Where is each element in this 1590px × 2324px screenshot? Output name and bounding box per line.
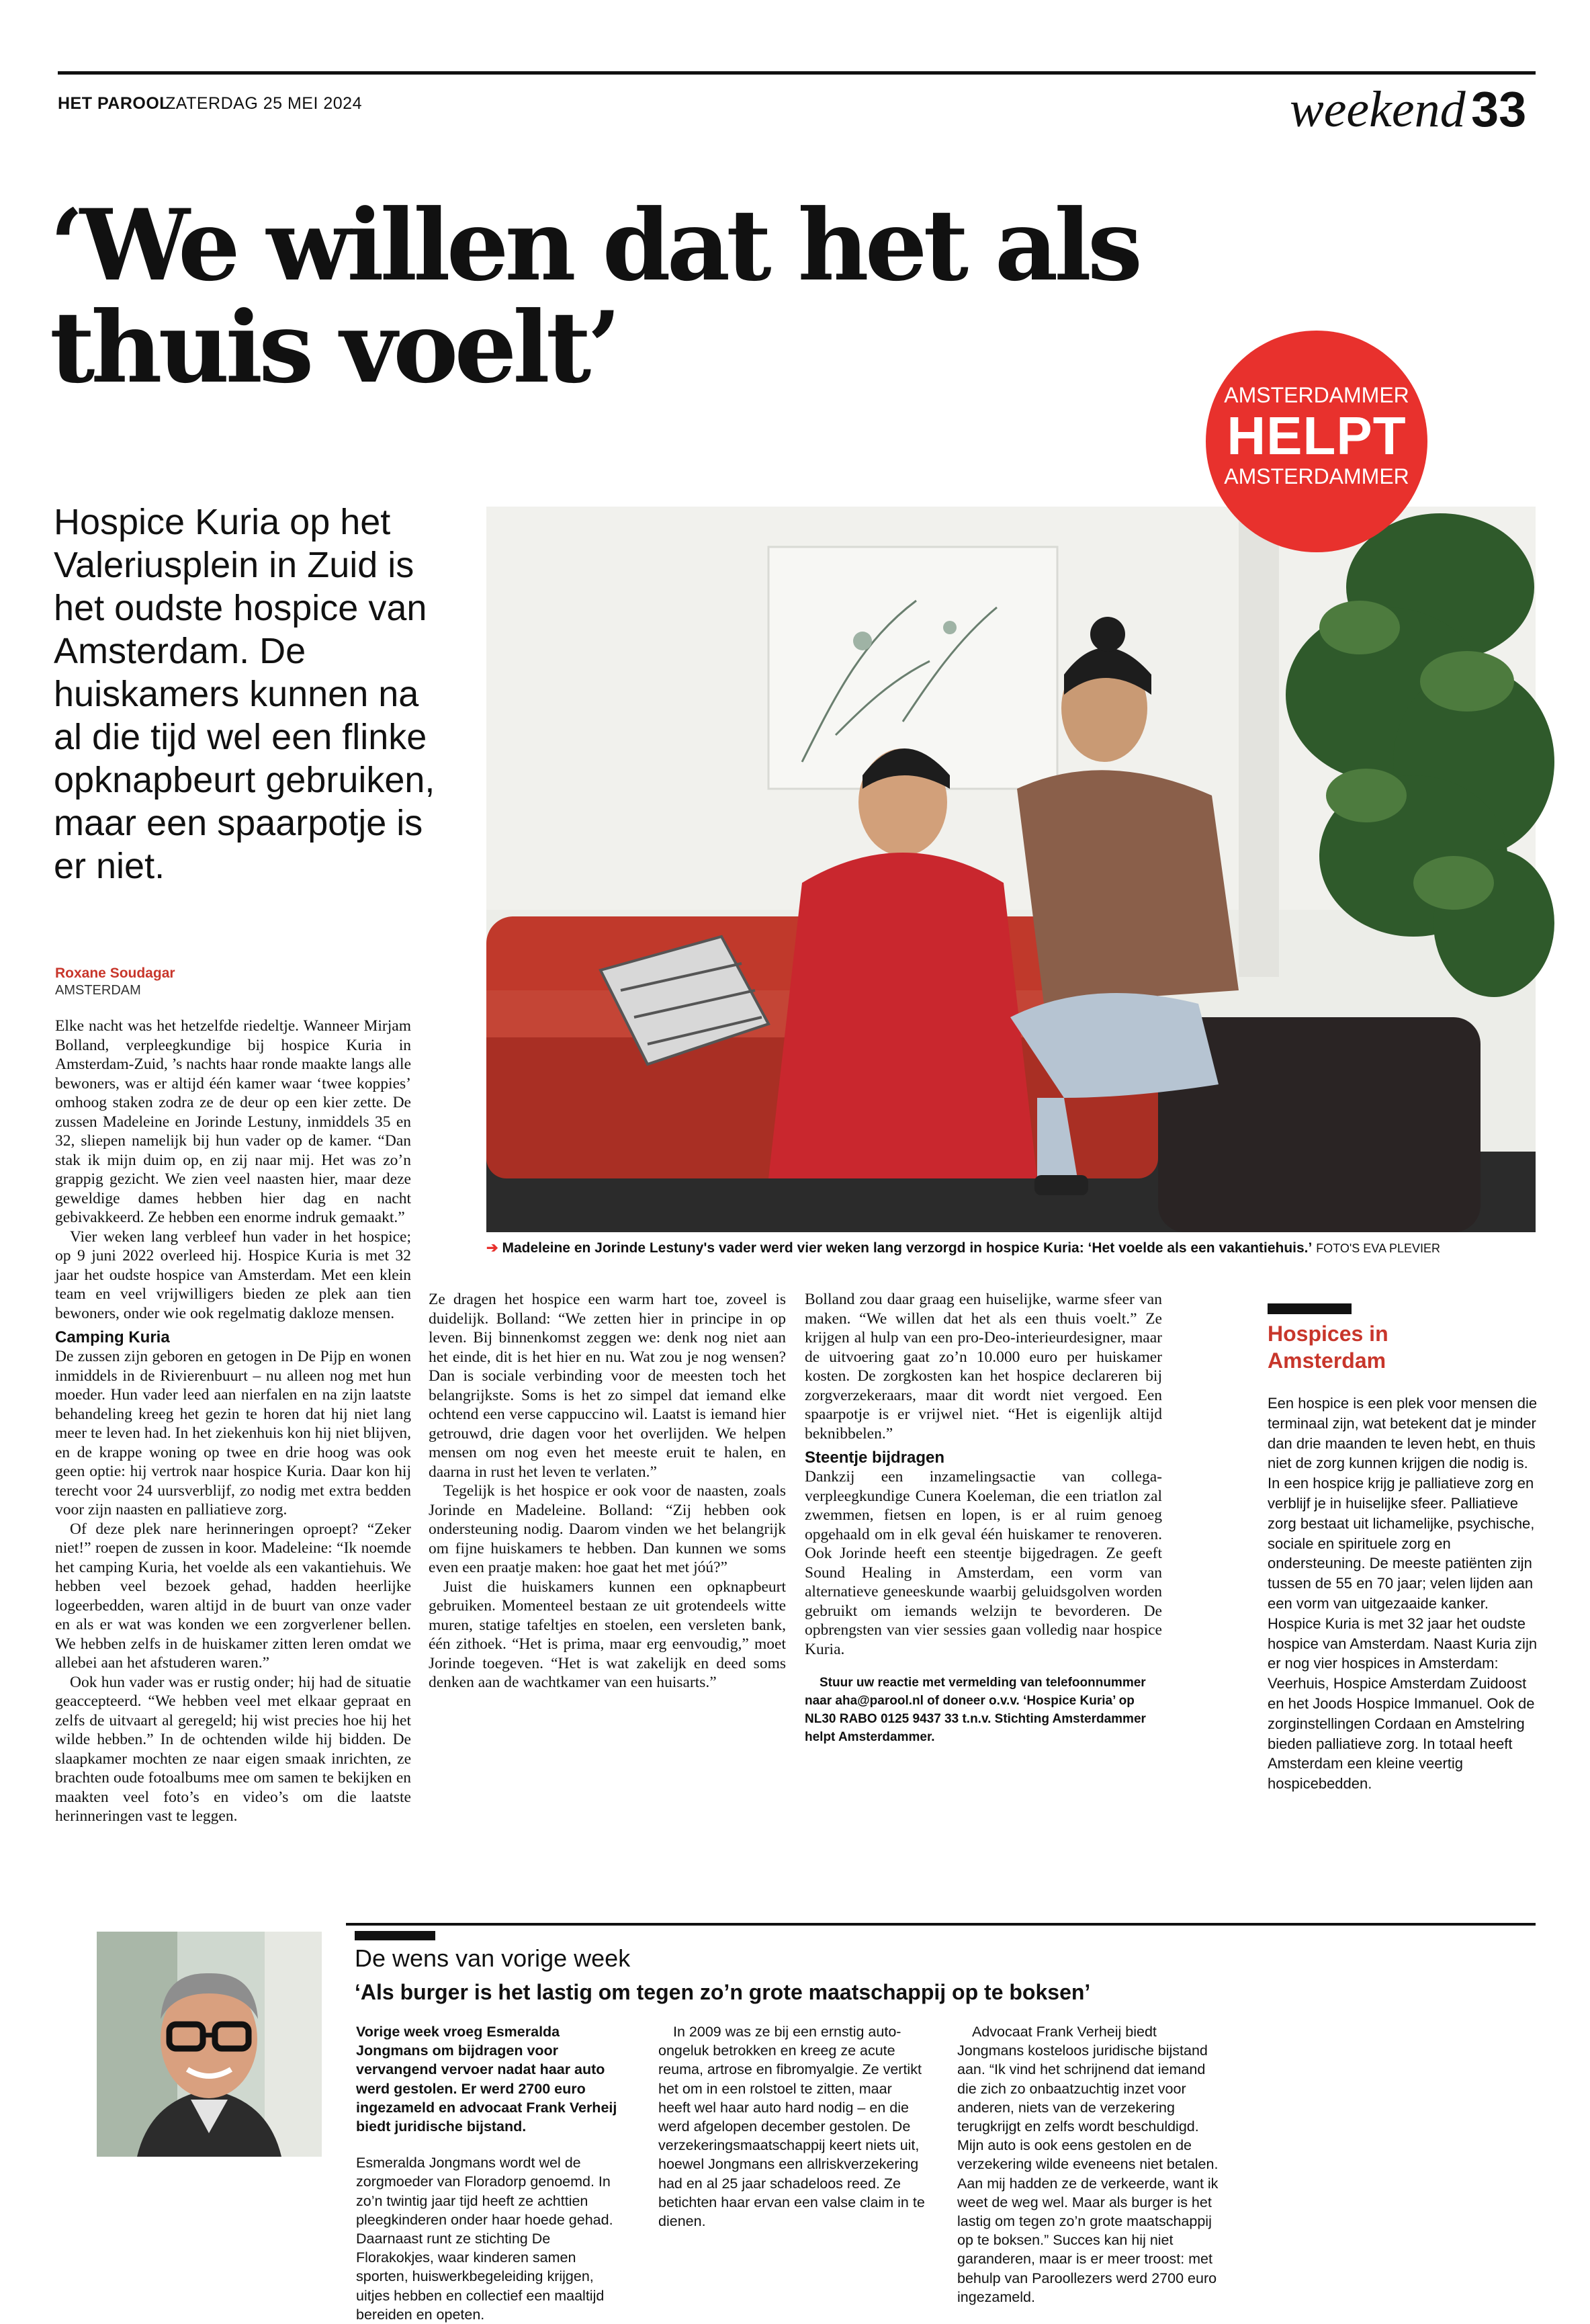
- arrow-right-icon: ➔: [486, 1240, 498, 1256]
- bottom-column-1: [356, 2022, 625, 2324]
- headline: ‘We willen dat het als thuis voelt’: [50, 188, 1139, 405]
- article-column-2: [429, 1290, 786, 1692]
- section-label: weekend: [1290, 81, 1466, 138]
- donation-contact-note: Stuur uw reactie met vermelding van telefoonnummer naar aha@parool.nl of doneer o.v.v. ‘Hospice Kuria’ op NL30 RABO 0125 9437 33 t.n.v. Stichting Amsterdammer helpt Amsterdammer.: [805, 1676, 1146, 1744]
- subheading: Steentje bijdragen: [805, 1449, 945, 1467]
- bottom-paragraph: Esmeralda Jongmans wordt wel de zorgmoeder van Floradorp genoemd. In zo’n twintig jaar tijd heeft ze achttien pleegkinderen onder haar hoede gehad. Daarnaast runt ze stichting De Florakokjes, waar kinderen samen sporten, huiswerkbegeleiding krijgen, uitjes hebben en collectief een maaltijd bereiden en opeten.: [356, 2155, 613, 2323]
- photo-caption: [486, 1240, 1541, 1256]
- photo-credit: FOTO'S EVA PLEVIER: [1316, 1242, 1441, 1255]
- portrait-photo: [97, 1932, 322, 2157]
- dateline: AMSTERDAM: [55, 983, 141, 998]
- publication-date: ZATERDAG 25 MEI 2024: [165, 94, 362, 113]
- photo-illustration: [486, 507, 1536, 1232]
- top-rule: [58, 71, 1536, 75]
- bottom-title: ‘Als burger is het lastig om tegen zo’n grote maatschappij op te boksen’: [355, 1980, 1091, 2004]
- bottom-paragraph: In 2009 was ze bij een ernstig auto-ongeluk betrokken en kreeg ze acute reuma, artrose en fibromyalgie. Ze vertikt het om in een rolstoel te zitten, maar heeft wel haar auto hard nodig – en die werd afgelopen december gestolen. De verzekeringsmaatschappij keert niets uit, hoewel Jongmans een allriskverzekering had en al 25 jaar schadeloos reed. Ze betichten haar ervan een valse claim in te dienen.: [658, 2024, 925, 2230]
- bottom-column-2: [658, 2022, 927, 2231]
- sidebar-title: Hospices in Amsterdam: [1268, 1322, 1388, 1373]
- bottom-column-3: [957, 2022, 1226, 2307]
- sidebar-rule: [1268, 1303, 1352, 1314]
- subheading: Camping Kuria: [55, 1328, 170, 1346]
- newspaper-name: HET PAROOL: [58, 94, 171, 113]
- badge-middle-text: HELPT: [1227, 406, 1407, 466]
- campaign-badge: [1206, 331, 1427, 552]
- badge-top-text: AMSTERDAMMER: [1224, 383, 1409, 407]
- article-paragraph: Dankzij een inzamelingsactie van collega-verpleegkundige Cunera Koeleman, die een triatlon zal zwemmen, fietsen en lopen, is er al ruim genoeg opgehaald om in elk geval één huiskamer te renoveren. Ook Jorinde heeft een steentje bijgedragen. Ze geeft Sound Healing in Amsterdam, een vorm van alternatieve geneeskunde waarbij geluidsgolven worden gebruikt om iemands welzijn te bevorderen. De opbrengsten van vier sessies gaan volledig naar hospice Kuria.: [805, 1468, 1162, 1658]
- bottom-paragraph: Advocaat Frank Verheij biedt Jongmans kosteloos juridische bijstand aan. “Ik vind het schrijnend dat iemand die zich zo onbaatzuchtig inzet voor anderen, niets van de verzekering terugkrijgt en zelfs wordt beschuldigd. Mijn auto is ook eens gestolen en de verzekering wilde eveneens niet betalen. Aan mij hadden ze de verkeerde, want ik weet de weg wel. Maar als burger is het lastig om tegen zo’n grote maatschappij op te boksen.” Succes kan hij niet garanderen, maar is er meer troost: met behulp van Paroollezers werd 2700 euro ingezameld.: [957, 2024, 1219, 2305]
- article-paragraph: Ze dragen het hospice een warm hart toe, zoveel is duidelijk. Bolland: “We zetten hier in principe in op leven. Bij binnenkomst zeggen we: denk nog niet aan het einde, dit is het hier en nu. Wat zou je nog wensen? Dan is sociale verbinding voor de meesten toch het belangrijkste. Soms is het zo simpel dat iemand elke ochtend een verse cappuccino wil. Laatst is iemand hier getrouwd, drie dagen voor het overlijden. We helpen mensen om nog even het meeste eruit te halen, en daarna in rust het leven te verlaten.”: [429, 1291, 786, 1481]
- article-paragraph: Bolland zou daar graag een huiselijke, warme sfeer van maken. “We willen dat het als een thuis voelt.” Ze krijgen al hulp van een pro-Deo-interieurdesigner, maar de uitvoering gaat zo’n 10.000 euro per huiskamer kosten. De zorgkosten kan het hospice declareren bij zorgverzekeraars, maar dit wordt niet vergoed. Een spaarpotje is er vrijwel niet. “Het is eigenlijk altijd beknibbelen.”: [805, 1291, 1162, 1443]
- portrait-illustration: [97, 1932, 322, 2157]
- article-paragraph: Vier weken lang verbleef hun vader in het hospice; op 9 juni 2022 overleed hij. Hospice Kuria is met 32 jaar het oudste hospice van Amsterdam. Met een klein team en veel vrijwilligers bieden ze plek aan tien bewoners, onder wie ook regelmatig dakloze mensen.: [55, 1228, 411, 1322]
- article-paragraph: De zussen zijn geboren en getogen in De Pijp en wonen inmiddels in de Rivierenbuurt – nu alleen nog met hun moeder. Hun vader leed aan nierfalen en na zijn laatste behandeling kreeg het gezin te horen dat hij niet lang meer te leven had. In het ziekenhuis kon hij niet blijven, en de krappe woning op twee en drie hoog was ook geen optie: hij vertrok naar hospice Kuria. Daar kon hij terecht voor 24 uursverblijf, zo nodig met extra bedden voor zijn naasten en palliatieve zorg.: [55, 1348, 411, 1518]
- article-paragraph: Juist die huiskamers kunnen een opknapbeurt gebruiken. Momenteel bestaan ze uit grotendeels witte muren, statige tafeltjes en stoelen, een versleten bank, één zithoek. “Het is prima, maar erg eenvoudig,” moet Jorinde toegeven. “Het is wat zakelijk en deed soms denken aan de wachtkamer van een huisarts.”: [429, 1578, 786, 1691]
- bottom-kicker: De wens van vorige week: [355, 1944, 631, 1972]
- article-column-1: [55, 1017, 411, 1826]
- caption-text: Madeleine en Jorinde Lestuny's vader werd vier weken lang verzorgd in hospice Kuria: ‘Het voelde als een vakantiehuis.’: [502, 1240, 1313, 1256]
- bottom-section-rule: [346, 1923, 1536, 1926]
- article-paragraph: Tegelijk is het hospice er ook voor de naasten, zoals Jorinde en Madeleine. Bolland: “Zij hebben ook ondersteuning nodig. Daarom vinden we het belangrijk om fijne huiskamers te hebben. Dan kunnen we soms even een praatje maken: hoe gaat het met jóú?”: [429, 1482, 786, 1576]
- badge-bottom-text: AMSTERDAMMER: [1224, 464, 1409, 488]
- article-paragraph: Ook hun vader was er rustig onder; hij had de situatie geaccepteerd. “We hebben veel met elkaar gepraat en zelfs de uitvaart al geregeld; hij wist precies hoe hij het wilde hebben.” In de ochtenden wilde hij bidden. De slaapkamer mochten ze naar eigen smaak inrichten, ze brachten oude fotoalbums mee om samen te bekijken en maakten veel foto’s en video’s om die laatste herinneringen vast te leggen.: [55, 1673, 411, 1825]
- bottom-lead: Vorige week vroeg Esmeralda Jongmans om bijdragen voor vervangend vervoer nadat haar auto werd gestolen. Er werd 2700 euro ingezameld en advocaat Frank Verheij biedt juridische bijstand.: [356, 2024, 617, 2135]
- author-name: Roxane Soudagar: [55, 965, 175, 981]
- sidebar-text: Een hospice is een plek voor mensen die terminaal zijn, wat betekent dat je minder dan drie maanden te leven hebt, en thuis niet de zorg kunnen krijgen die nodig is. In een hospice krijg je palliatieve zorg en verblijf je in huiselijke sfeer. Palliatieve zorg bestaat uit lichamelijke, psychische, sociale en spirituele zorg en ondersteuning. De meeste patiënten zijn tussen de 55 en 70 jaar; velen lijden aan een vorm van uitgezaaide kanker. Hospice Kuria is met 32 jaar het oudste hospice van Amsterdam. Naast Kuria zijn er nog vier hospices in Amsterdam: Veerhuis, Hospice Amsterdam Zuidoost en het Joods Hospice Immanuel. Ook de zorginstellingen Cordaan en Amstelring bieden palliatieve zorg. In totaal heeft Amsterdam een kleine veertig hospicebedden.: [1268, 1395, 1538, 1793]
- intro-paragraph: Hospice Kuria op het Valeriusplein in Zuid is het oudste hospice van Amsterdam. De huiskamers kunnen na al die tijd wel een flinke opknapbeurt gebruiken, maar een spaarpotje is er niet.: [54, 502, 435, 886]
- article-photo: [486, 507, 1536, 1232]
- article-column-3: [805, 1290, 1162, 1746]
- article-paragraph: Elke nacht was het hetzelfde riedeltje. Wanneer Mirjam Bolland, verpleegkundige bij hospice Kuria in Amsterdam-Zuid, ’s nachts haar ronde maakte langs alle bewoners, was er altijd één kamer waar ‘twee koppies’ omhoog staken zodra ze de deur op een kier zette. De zussen Madeleine en Jorinde Lestuny, inmiddels 35 en 32, sliepen namelijk bij hun vader op de kamer. “Dan stak ik mijn duim op, en zij naar mij. Het was zo’n grappig gezicht. We zien veel naasten hier, maar deze geweldige dames hebben hier dag en nacht gebivakkeerd. Ze hebben een enorme indruk gemaakt.”: [55, 1017, 411, 1226]
- page-number: 33: [1471, 81, 1527, 137]
- bottom-section-bar: [355, 1931, 435, 1940]
- article-paragraph: Of deze plek nare herinneringen oproept? “Zeker niet!” roepen de zussen in koor. Madeleine: “Ik noemde het camping Kuria, het voelde als een vakantiehuis. We hebben veel bezoek gehad, hadden heerlijke logeerbedden, waren altijd in de buurt van onze vader en als er wat was konden we een zorgverlener bellen. We hebben zelfs in de huiskamer zitten leren omdat we allebei aan het afstuderen waren.”: [55, 1520, 411, 1672]
